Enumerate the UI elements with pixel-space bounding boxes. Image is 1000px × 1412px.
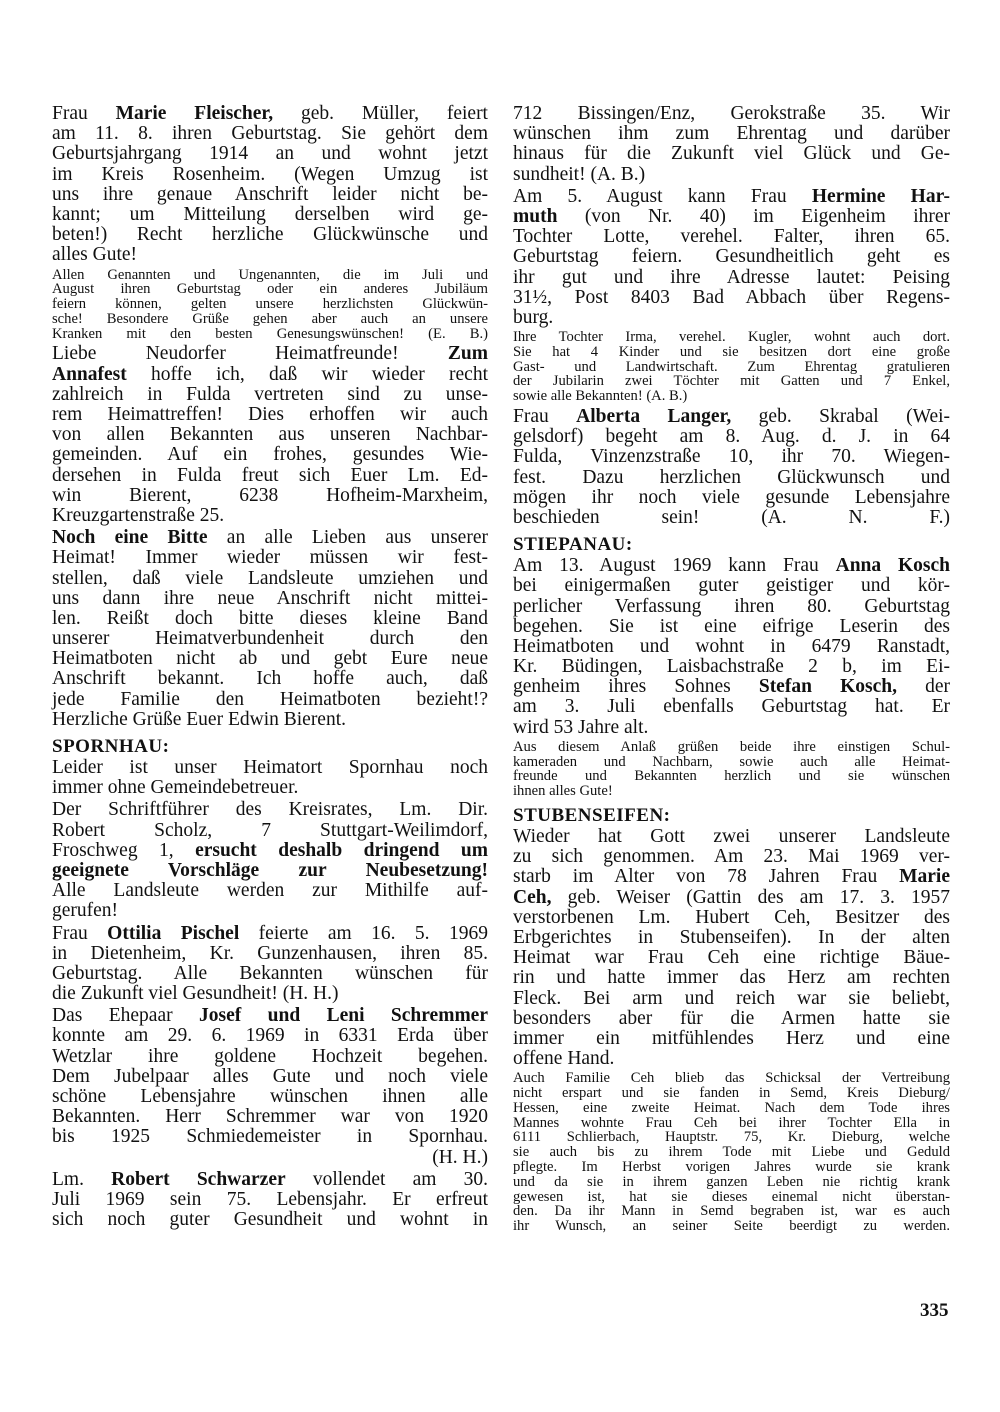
- text-line: August ihren Geburtstag oder ein anderes Jubiläum: [52, 281, 488, 298]
- left-column: [52, 104, 488, 1232]
- text-line: Der Schriftführer des Kreisrates, Lm. Dir.: [52, 799, 488, 821]
- text-line: gemeinden. Auf ein frohes, gesundes Wie-: [52, 444, 488, 466]
- text-line: Herzliche Grüße Euer Edwin Bierent.: [52, 708, 347, 730]
- text-line: von allen Bekannten aus unseren Nachbar-: [52, 424, 488, 446]
- text-line: Geburtsjahrgang 1914 an und wohnt jetzt: [52, 143, 488, 165]
- paragraph: [513, 827, 950, 1069]
- text-line: bis 1925 Schmiedemeister in Spornhau.: [52, 1126, 488, 1148]
- text-line: Kranken mit den besten Genesungswünschen! (E. B.): [52, 325, 488, 342]
- text-run: feierte am 16. 5. 1969: [239, 922, 488, 944]
- text-line: rem Heimattreffen! Dies erhoffen wir auch: [52, 404, 488, 426]
- text-line: Anschrift bekannt. Ich hoffe auch, daß: [52, 668, 488, 690]
- text-line: Auch Familie Ceh blieb das Schicksal der Vertreibung: [513, 1070, 950, 1087]
- paragraph: [513, 407, 950, 528]
- text-line: uns ihre genaue Anschrift leider nicht be-: [52, 183, 488, 205]
- text-line: [513, 677, 950, 697]
- text-line: kameraden und Nachbarn, sowie auch alle Heimat-: [513, 753, 950, 770]
- text-run: Liebe Neudorfer Heimatfreunde!: [52, 343, 448, 365]
- text-line: in Dietenheim, Kr. Gunzenhausen, ihren 85.: [52, 942, 488, 964]
- text-line: Ihre Tochter Irma, verehel. Kugler, wohnt auch dort.: [513, 329, 950, 346]
- bold-name: Ceh,: [513, 886, 552, 908]
- text-line: Fulda, Vinzenzstraße 10, ihr 70. Wiegen-: [513, 446, 950, 468]
- paragraph: [52, 758, 488, 798]
- bold-name: Alberta Langer,: [576, 406, 732, 428]
- text-line: stellen, daß viele Landsleute umziehen und: [52, 567, 488, 589]
- text-run: Am 5. August kann Frau: [513, 185, 812, 207]
- text-line: rin und hatte immer das Herz am rechten: [513, 967, 950, 989]
- text-line: Juli 1969 sein 75. Lebensjahr. Er erfreut: [52, 1188, 488, 1210]
- text-line: Aus diesem Anlaß grüßen beide ihre einstigen Schul-: [513, 738, 950, 755]
- text-line: bei einigermaßen guter geistiger und kör-: [513, 575, 950, 597]
- text-line: sowie alle Bekannten! (A. B.): [513, 388, 688, 405]
- bold-name: Anna Kosch: [835, 555, 950, 577]
- text-line: begehen. Sie ist eine eifrige Leserin des: [513, 615, 950, 637]
- text-line: uns dann ihre neue Anschrift nicht mittei-: [52, 587, 488, 609]
- text-line: [52, 104, 488, 124]
- text-run: der: [896, 676, 951, 698]
- text-line: [52, 528, 488, 548]
- text-line: fest. Dazu herzlichen Glückwunsch und: [513, 466, 950, 488]
- text-line: wird 53 Jahre alt.: [513, 716, 649, 738]
- text-line: am 3. Juli ebenfalls Geburtstag hat. Er: [513, 696, 950, 718]
- text-line: Heimat war Frau Ceh eine richtige Bäue-: [513, 947, 950, 969]
- bold-name: Noch eine Bitte: [52, 527, 208, 549]
- text-line: Sie hat 4 Kinder und sie besitzen dort eine große: [513, 343, 950, 360]
- text-line: Wetzlar ihre goldene Hochzeit begehen.: [52, 1045, 488, 1067]
- paragraph: [513, 556, 950, 738]
- text-line: zu sich genommen. Am 23. Mai 1969 ver-: [513, 846, 950, 868]
- text-line: Tochter Lotte, verehel. Falter, ihren 65.: [513, 226, 950, 248]
- paragraph: [52, 1170, 488, 1231]
- text-line: mögen ihr noch viele gesunde Lebensjahre: [513, 486, 950, 508]
- text-line: beten!) Recht herzliche Glückwünsche und: [52, 224, 488, 246]
- bold-name: geeignete Vorschläge zur Neubesetzung!: [52, 859, 488, 881]
- text-line: 31½, Post 8403 Bad Abbach über Regens-: [513, 286, 950, 308]
- text-line: [513, 407, 950, 427]
- text-line: dersehen in Fulda freut sich Euer Lm. Ed-: [52, 464, 488, 486]
- text-line: [513, 187, 950, 207]
- text-run: Am 13. August 1969 kann Frau: [513, 555, 836, 577]
- text-line: SPORNHAU:: [52, 736, 170, 758]
- text-line: sie auch bis zu ihrem Tode mit Liebe und Geduld: [513, 1144, 950, 1161]
- text-line: Geburtstag. Alle Bekannten wünschen für: [52, 962, 488, 984]
- text-line: nicht erspart und sie fanden in Semd, Kreis Dieburg/: [513, 1085, 950, 1102]
- text-line: der Jubilarin zwei Töchter mit Gatten und 7 Enkel,: [513, 373, 950, 390]
- text-run: Lm.: [52, 1168, 112, 1190]
- text-line: hinaus für die Zukunft viel Glück und Ge-: [513, 143, 950, 165]
- text-line: gelsdorf) begeht am 8. Aug. d. J. in 64: [513, 426, 950, 448]
- text-line: zahlreich in Fulda vertreten sind zu unse-: [52, 383, 488, 405]
- text-run: (von Nr. 40) im Eigenheim ihrer: [557, 205, 950, 227]
- text-line: Kr. Büdingen, Laisbachstraße 2 b, im Ei-: [513, 656, 950, 678]
- text-line: wünschen ihm zum Ehrentag und darüber: [513, 123, 950, 145]
- small-print-paragraph: [52, 268, 488, 342]
- text-line: Bekannten. Herr Schremmer war von 1920: [52, 1106, 488, 1128]
- text-line: Wieder hat Gott zwei unserer Landsleute: [513, 826, 950, 848]
- text-line: feiern können, gelten unsere herzlichsten Glückwün-: [52, 296, 488, 313]
- page-number: 335: [920, 1300, 949, 1321]
- bold-name: Zum: [447, 343, 488, 365]
- text-line: [52, 365, 488, 385]
- text-line: und da sie in ihrem ganzen Leben nie richtig krank: [513, 1173, 950, 1190]
- text-line: im Kreis Rosenheim. (Wegen Umzug ist: [52, 163, 488, 185]
- text-line: immer ohne Gemeindebetreuer.: [52, 777, 299, 799]
- text-run: Froschweg 1,: [52, 839, 196, 861]
- text-line: Heimat! Immer wieder müssen wir fest-: [52, 547, 488, 569]
- paragraph: [52, 528, 488, 730]
- paragraph: [52, 344, 488, 526]
- bold-name: Josef und Leni Schremmer: [199, 1005, 488, 1027]
- text-run: (A. N. F.): [761, 506, 950, 528]
- paragraph: [52, 924, 488, 1005]
- paragraph: [52, 800, 488, 921]
- text-line: Hessen, eine zweite Heimat. Nach dem Tode ihres: [513, 1099, 950, 1116]
- bold-name: muth: [513, 205, 558, 227]
- text-line: den. Da ihr Mann in Semd begraben ist, war es auch: [513, 1203, 950, 1220]
- text-run: geb. Müller, feiert: [273, 103, 488, 124]
- paragraph: [513, 104, 950, 185]
- text-line: Allen Genannten und Ungenannten, die im Juli und: [52, 266, 488, 283]
- text-line: [52, 344, 488, 364]
- text-line: STUBENSEIFEN:: [513, 805, 671, 827]
- text-line: [513, 888, 950, 908]
- text-run: geb. Weiser (Gattin des am 17. 3. 1957: [551, 886, 950, 908]
- text-run: Das Ehepaar: [52, 1005, 199, 1027]
- text-line: pflegte. Im Herbst vorigen Jahres wurde sie krank: [513, 1159, 950, 1176]
- text-line: jede Familie den Heimatboten bezieht!?: [52, 688, 488, 710]
- text-line: Gast- und Landwirtschaft. Zum Ehrentag gratulieren: [513, 358, 950, 375]
- text-line: len. Reißt doch bitte dieses kleine Band: [52, 607, 488, 629]
- text-run: starb im Alter von 78 Jahren Frau: [513, 866, 900, 888]
- text-line: Leider ist unser Heimatort Spornhau noch: [52, 757, 488, 779]
- paragraph: [52, 104, 488, 266]
- text-line: gewesen ist, hat sie dieses einemal nicht überstan-: [513, 1188, 950, 1205]
- paragraph: [52, 1006, 488, 1168]
- text-line: besonders aber für die Armen hatte sie: [513, 1007, 950, 1029]
- text-line: Heimatboten und wohnt in 6479 Ranstadt,: [513, 635, 950, 657]
- text-line: Heimatboten nicht ab und gebt Eure neue: [52, 648, 488, 670]
- text-line: STIEPANAU:: [513, 534, 633, 556]
- text-line: [513, 508, 950, 528]
- text-line: am 11. 8. ihren Geburtstag. Sie gehört dem: [52, 123, 488, 145]
- text-line: Mannes wohnte Frau Ceh bei ihrer Tochter Ella in: [513, 1114, 950, 1131]
- bold-name: Robert Schwarzer: [111, 1168, 286, 1190]
- text-line: Dem Jubelpaar alles Gute und noch viele: [52, 1065, 488, 1087]
- bold-name: Marie Fleischer,: [115, 103, 274, 124]
- text-run: Frau: [52, 922, 108, 944]
- small-print-paragraph: [513, 740, 950, 799]
- text-line: sche! Besondere Grüße gehen aber auch an unsere: [52, 310, 488, 327]
- text-line: sich noch guter Gesundheit und wohnt in: [52, 1209, 488, 1231]
- section-heading: [513, 805, 950, 827]
- text-run: an alle Lieben aus unserer: [207, 527, 488, 549]
- bold-name: Ottilia Pischel: [107, 922, 240, 944]
- text-line: Kreuzgartenstraße 25.: [52, 504, 225, 526]
- text-line: burg.: [513, 306, 554, 328]
- paragraph: [513, 187, 950, 328]
- text-line: unserer Heimatverbundenheit durch den: [52, 628, 488, 650]
- bold-name: Stefan Kosch,: [758, 676, 897, 698]
- text-line: freunde und Bekannten herzlich und sie wünschen: [513, 768, 950, 785]
- small-print-paragraph: [513, 1071, 950, 1234]
- section-heading: [513, 534, 950, 556]
- text-line: [513, 556, 950, 576]
- text-line: [52, 924, 488, 944]
- bold-name: Marie: [899, 866, 950, 888]
- text-line: [513, 867, 950, 887]
- text-line: 712 Bissingen/Enz, Gerokstraße 35. Wir: [513, 103, 950, 124]
- text-line: offene Hand.: [513, 1048, 615, 1070]
- text-line: die Zukunft viel Gesundheit! (H. H.): [52, 983, 339, 1005]
- small-print-paragraph: [513, 330, 950, 404]
- text-line: Erbgerichtes in Stubenseifen). In der alten: [513, 926, 950, 948]
- text-run: hoffe ich, daß wir wieder recht: [126, 363, 488, 385]
- text-line: ihr gut und ihre Adresse lautet: Peising: [513, 266, 950, 288]
- bold-name: ersucht deshalb dringend um: [195, 839, 488, 861]
- text-line: alles Gute!: [52, 244, 138, 266]
- text-line: [52, 1170, 488, 1190]
- text-run: Frau: [52, 103, 116, 124]
- text-line: konnte am 29. 6. 1969 in 6331 Erda über: [52, 1025, 488, 1047]
- section-heading: [52, 736, 488, 758]
- text-line: Alle Landsleute werden zur Mithilfe auf-: [52, 880, 488, 902]
- text-run: vollendet am 30.: [285, 1168, 488, 1190]
- text-run: beschieden sein!: [513, 506, 762, 528]
- text-line: win Bierent, 6238 Hofheim-Marxheim,: [52, 484, 488, 506]
- text-line: immer ein mitfühlendes Herz und eine: [513, 1027, 950, 1049]
- text-line: [513, 207, 950, 227]
- bold-name: Annafest: [52, 363, 127, 385]
- text-run: Frau: [513, 406, 577, 428]
- text-line: verstorbenen Lm. Hubert Ceh, Besitzer des: [513, 906, 950, 928]
- text-line: gerufen!: [52, 900, 119, 922]
- bold-name: Hermine Har-: [811, 185, 950, 207]
- text-run: geb. Skrabal (Wei-: [731, 406, 951, 428]
- text-line: Robert Scholz, 7 Stuttgart-Weilimdorf,: [52, 819, 488, 841]
- text-line: schöne Lebensjahre wünschen ihnen alle: [52, 1086, 488, 1108]
- text-line: 6111 Schlierbach, Hauptstr. 75, Kr. Dieburg, welche: [513, 1129, 950, 1146]
- text-line: [52, 861, 488, 881]
- text-line: Fleck. Bei arm und reich war sie beliebt,: [513, 987, 950, 1009]
- text-line: Geburtstag feiern. Gesundheitlich geht es: [513, 246, 950, 268]
- text-line: (H. H.): [432, 1146, 488, 1168]
- text-line: [52, 1006, 488, 1026]
- text-line: [52, 841, 488, 861]
- text-line: ihnen alles Gute!: [513, 783, 613, 800]
- right-column: [513, 104, 950, 1237]
- text-line: ihr Wunsch, an seiner Seite beerdigt zu werden.: [513, 1218, 950, 1235]
- text-line: kannt; um Mitteilung derselben wird ge-: [52, 203, 488, 225]
- text-line: perlicher Verfassung ihren 80. Geburtstag: [513, 595, 950, 617]
- text-line: sundheit! (A. B.): [513, 163, 646, 185]
- text-run: genheim ihres Sohnes: [513, 676, 759, 698]
